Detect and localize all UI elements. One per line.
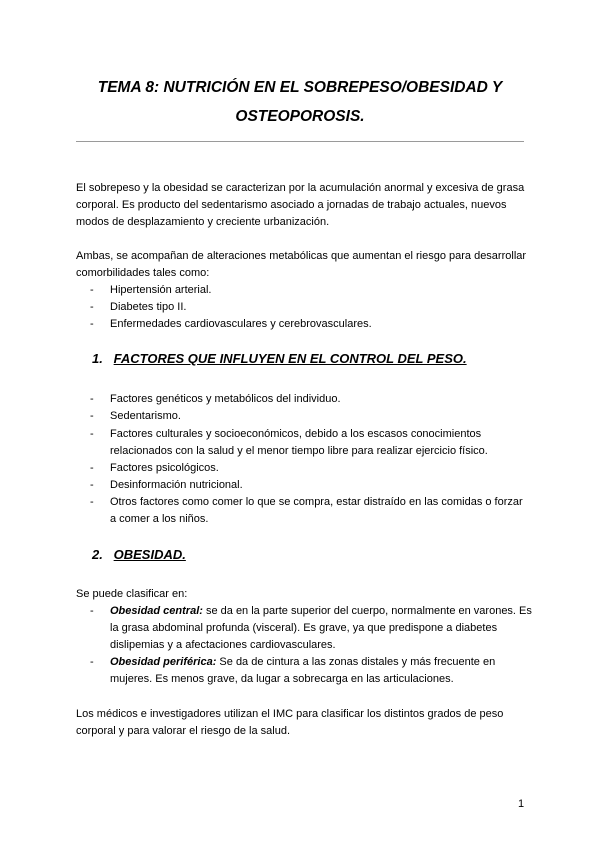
factor-item: Desinformación nutricional.	[110, 479, 243, 491]
central-obesity-line-1	[110, 603, 532, 621]
factor-item: Sedentarismo.	[110, 410, 181, 422]
list-bullet: -	[90, 656, 94, 668]
factor-item: Otros factores como comer lo que se compra, estar distraído en las comidas o forzar	[110, 496, 523, 508]
list-bullet: -	[90, 462, 94, 474]
list-bullet: -	[90, 393, 94, 405]
section-1-heading	[92, 349, 467, 369]
factor-item: Factores culturales y socioeconómicos, debido a los escasos conocimientos	[110, 428, 482, 440]
peripheral-obesity-text: Se da de cintura a las zonas distales y más frecuente en	[216, 656, 496, 668]
list-bullet: -	[90, 605, 94, 617]
comorbid-line-2: comorbilidades tales como:	[76, 267, 210, 279]
comorbid-item: Diabetes tipo II.	[110, 301, 187, 313]
document-title-line2: OSTEOPOROSIS.	[235, 108, 365, 125]
closing-line-1: Los médicos e investigadores utilizan el IMC para clasificar los distintos grados de peso	[76, 708, 504, 720]
section-1-number: 1.	[92, 351, 103, 366]
central-obesity-line-2: la grasa abdominal profunda (visceral). Es grave, ya que predispone a diabetes	[110, 622, 498, 634]
intro-line-3: modos de desplazamiento y creciente urbanización.	[76, 216, 330, 228]
section-2-heading	[92, 545, 186, 565]
peripheral-obesity-line-1	[110, 654, 495, 672]
central-obesity-text: se da en la parte superior del cuerpo, normalmente en varones. Es	[202, 605, 532, 617]
classification-intro: Se puede clasificar en:	[76, 588, 188, 600]
factor-item: Factores genéticos y metabólicos del individuo.	[110, 393, 341, 405]
factor-item-continuation: relacionados con la salud y el menor tiempo libre para realizar ejercicio físico.	[110, 445, 488, 457]
comorbid-line-1: Ambas, se acompañan de alteraciones metabólicas que aumentan el riesgo para desarrollar	[76, 250, 527, 262]
list-bullet: -	[90, 284, 94, 296]
peripheral-obesity-term: Obesidad periférica:	[110, 656, 217, 668]
list-bullet: -	[90, 496, 94, 508]
section-2-title: OBESIDAD.	[113, 547, 186, 562]
closing-line-2: corporal y para valorar el riesgo de la salud.	[76, 725, 291, 737]
section-2-number: 2.	[92, 547, 103, 562]
factor-item: Factores psicológicos.	[110, 462, 219, 474]
section-1-title: FACTORES QUE INFLUYEN EN EL CONTROL DEL PESO.	[113, 351, 467, 366]
comorbid-item: Enfermedades cardiovasculares y cerebrovasculares.	[110, 318, 372, 330]
list-bullet: -	[90, 318, 94, 330]
comorbid-item: Hipertensión arterial.	[110, 284, 212, 296]
peripheral-obesity-line-2: mujeres. Es menos grave, da lugar a sobrecarga en las articulaciones.	[110, 673, 454, 685]
central-obesity-term: Obesidad central:	[110, 605, 203, 617]
list-bullet: -	[90, 301, 94, 313]
intro-line-1: El sobrepeso y la obesidad se caracterizan por la acumulación anormal y excesiva de grasa	[76, 182, 525, 194]
intro-line-2: corporal. Es producto del sedentarismo asociado a jornadas de trabajo actuales, nuevos	[76, 199, 507, 211]
list-bullet: -	[90, 479, 94, 491]
list-bullet: -	[90, 410, 94, 422]
central-obesity-line-3: dislipemias y a afectaciones cardiovasculares.	[110, 639, 336, 651]
title-divider	[76, 141, 524, 142]
factor-item-continuation: a comer a los niños.	[110, 513, 209, 525]
document-title-line1: TEMA 8: NUTRICIÓN EN EL SOBREPESO/OBESIDAD Y	[97, 79, 503, 96]
page-number: 1	[518, 798, 525, 810]
list-bullet: -	[90, 428, 94, 440]
